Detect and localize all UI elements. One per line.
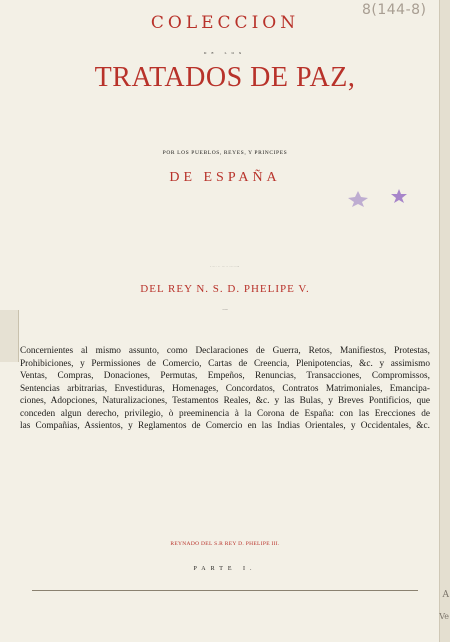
body2-line: Prohibiciones, y Permissiones de Comercio, Cartas de Creencia, Plenipotencias, &c. y assimismo — [20, 358, 430, 369]
body2-line: conceden algun derecho, privilegio, ò preeminencia à la Corona de España: con las Erecciones de — [20, 408, 430, 419]
library-stamp-icon — [346, 190, 370, 208]
title-de-espana: DE ESPAÑA — [169, 170, 281, 185]
title-colection: COLECCION — [150, 13, 300, 33]
part-heading: PARTE I. — [193, 566, 257, 572]
body2-paragraph — [20, 345, 430, 433]
adjacent-page-edge — [439, 0, 450, 642]
title-tratados: TRATADOS DE PAZ, — [94, 62, 356, 93]
reign-heading: REYNADO DEL S.R REY D. PHELIPE III. — [170, 541, 280, 547]
imprint-rule — [32, 590, 418, 591]
body2-line: las Compañias, Assientos, y Reglamentos de Comercio en las Indias Orientales, y Occidentales, &c. — [20, 421, 430, 431]
title-por-los-pueblos: POR LOS PUEBLOS, REYES, Y PRINCIPES — [162, 150, 288, 156]
page-edge-tab — [0, 310, 19, 362]
library-stamp-icon — [390, 188, 408, 204]
body2-line: Sentencias arbitrarias, Envestiduras, Homenages, Concordatos, Contratos Matrimoniales, Emancipa- — [20, 383, 430, 394]
body2-line: Ventas, Compras, Donaciones, Permutas, Empeños, Renuncias, Transacciones, Compromissos, — [20, 371, 430, 381]
shelfmark: 8(144-8) — [362, 2, 427, 18]
title-de-los: DE LOS — [203, 51, 247, 55]
body2-line: ciones, Adopciones, Naturalizaciones, Testamentos Reales, &c. y las Bulas, y Breves Pontificios, que — [20, 396, 430, 406]
margin-text-v: Ve — [439, 612, 449, 621]
period-hasta: HASTA EL FELIZ REYNADO — [210, 267, 240, 268]
body2-line: Concernientes al mismo assunto, como Declaraciones de Guerra, Retos, Manifiestos, Protestas, — [20, 346, 430, 356]
margin-text-a: A — [442, 590, 449, 600]
period-del-rey: DEL REY N. S. D. PHELIPE V. — [140, 283, 310, 295]
